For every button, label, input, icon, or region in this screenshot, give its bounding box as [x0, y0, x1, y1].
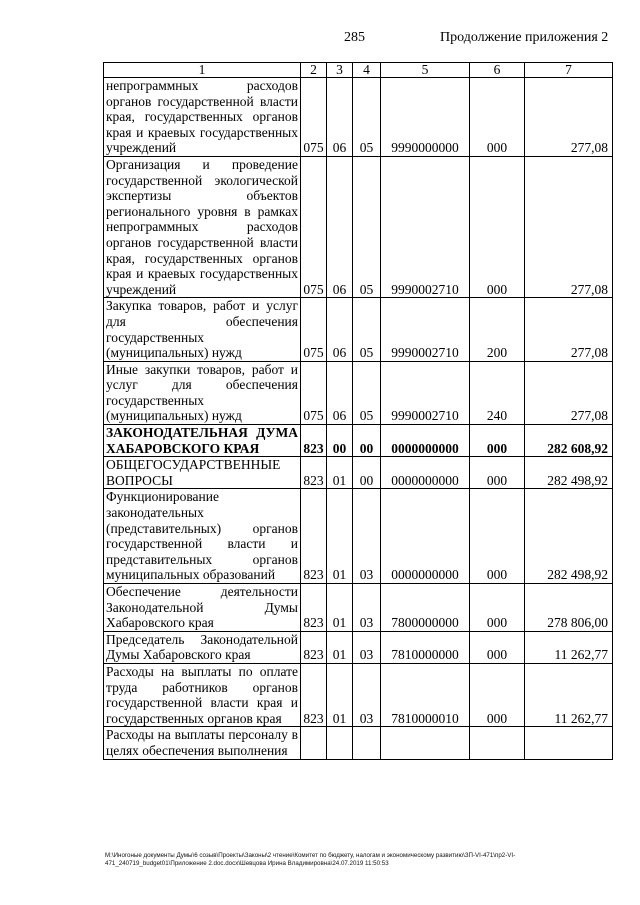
col-header: 5	[381, 63, 470, 78]
row-value-cell: 06	[327, 361, 353, 424]
row-value-cell	[353, 727, 381, 759]
file-path-footer: M:\Иногоные документы Думы\6 созыв\Проекты\Законы\2 чтение\Комитет по бюджету, налогам и экономическому развитию\ЗП-VI-471\пр2-VI-471_240719_budget01\Приложение 2.doc.docx\Шевцова Ирина Владимировна\24.07.2019 11:50:53	[105, 852, 516, 867]
col-header: 3	[327, 63, 353, 78]
row-value-cell: 01	[327, 663, 353, 726]
row-value-cell: 01	[327, 489, 353, 584]
row-value-cell: 03	[353, 489, 381, 584]
row-value-cell: 823	[301, 631, 327, 663]
table-row	[104, 489, 613, 584]
row-value-cell: 06	[327, 298, 353, 361]
row-name-cell: Функционирование законодательных (представительных) органов государственной власти и представительных органов муниципальных образований	[104, 489, 301, 584]
row-value-cell: 000	[470, 631, 525, 663]
row-value-cell: 01	[327, 457, 353, 489]
row-name-cell: Председатель Законодательной Думы Хабаровского края	[104, 631, 301, 663]
row-value-cell: 06	[327, 156, 353, 297]
row-value-cell: 823	[301, 425, 327, 457]
row-value-cell: 282 608,92	[525, 425, 613, 457]
row-value-cell: 240	[470, 361, 525, 424]
row-value-cell: 7810000010	[381, 663, 470, 726]
table-row	[104, 298, 613, 361]
row-value-cell	[470, 727, 525, 759]
row-value-cell: 277,08	[525, 78, 613, 157]
row-value-cell: 9990002710	[381, 156, 470, 297]
row-name-cell: Закупка товаров, работ и услуг для обеспечения государственных (муниципальных) нужд	[104, 298, 301, 361]
row-value-cell: 0000000000	[381, 457, 470, 489]
col-header: 4	[353, 63, 381, 78]
row-value-cell: 05	[353, 361, 381, 424]
row-value-cell: 000	[470, 457, 525, 489]
row-value-cell: 278 806,00	[525, 584, 613, 632]
row-value-cell: 11 262,77	[525, 663, 613, 726]
row-value-cell: 9990002710	[381, 298, 470, 361]
row-value-cell: 282 498,92	[525, 489, 613, 584]
row-value-cell: 000	[470, 156, 525, 297]
row-value-cell: 7800000000	[381, 584, 470, 632]
table-row	[104, 156, 613, 297]
row-value-cell: 01	[327, 584, 353, 632]
col-header: 2	[301, 63, 327, 78]
col-header: 1	[104, 63, 301, 78]
continuation-title: Продолжение приложения 2	[440, 30, 609, 45]
table-row	[104, 663, 613, 726]
row-value-cell: 0000000000	[381, 425, 470, 457]
table-row	[104, 425, 613, 457]
row-value-cell: 823	[301, 663, 327, 726]
row-value-cell: 000	[470, 425, 525, 457]
row-value-cell: 000	[470, 78, 525, 157]
page-number: 285	[344, 30, 365, 45]
row-name-cell: Иные закупки товаров, работ и услуг для обеспечения государственных (муниципальных) нужд	[104, 361, 301, 424]
row-value-cell	[381, 727, 470, 759]
row-value-cell: 05	[353, 78, 381, 157]
row-value-cell: 00	[327, 425, 353, 457]
row-name-cell: Организация и проведение государственной экологической экспертизы объектов регионального уровня в рамках непрограммных расходов органов государственной власти края, государственных органов края и краевых государственных учреждений	[104, 156, 301, 297]
row-value-cell: 03	[353, 584, 381, 632]
row-value-cell: 000	[470, 663, 525, 726]
row-value-cell: 075	[301, 361, 327, 424]
row-value-cell: 00	[353, 425, 381, 457]
row-value-cell: 7810000000	[381, 631, 470, 663]
row-value-cell: 0000000000	[381, 489, 470, 584]
table-header-row	[104, 63, 613, 78]
row-value-cell: 200	[470, 298, 525, 361]
table-row	[104, 727, 613, 759]
row-value-cell: 277,08	[525, 298, 613, 361]
row-value-cell: 075	[301, 78, 327, 157]
row-name-cell: Обеспечение деятельности Законодательной Думы Хабаровского края	[104, 584, 301, 632]
row-value-cell: 9990000000	[381, 78, 470, 157]
row-name-cell: ЗАКОНОДАТЕЛЬНАЯ ДУМА ХАБАРОВСКОГО КРАЯ	[104, 425, 301, 457]
col-header: 7	[525, 63, 613, 78]
table-row	[104, 361, 613, 424]
row-name-cell: непрограммных расходов органов государственной власти края, государственных органов края и краевых государственных учреждений	[104, 78, 301, 157]
row-value-cell	[301, 727, 327, 759]
row-value-cell	[327, 727, 353, 759]
row-value-cell: 03	[353, 631, 381, 663]
row-value-cell: 000	[470, 584, 525, 632]
row-value-cell: 277,08	[525, 156, 613, 297]
row-value-cell: 282 498,92	[525, 457, 613, 489]
table-row	[104, 457, 613, 489]
budget-table	[103, 62, 613, 760]
table-row	[104, 631, 613, 663]
row-value-cell: 277,08	[525, 361, 613, 424]
row-name-cell: ОБЩЕГОСУДАРСТВЕННЫЕ ВОПРОСЫ	[104, 457, 301, 489]
row-value-cell: 9990002710	[381, 361, 470, 424]
row-value-cell: 11 262,77	[525, 631, 613, 663]
row-value-cell: 05	[353, 298, 381, 361]
row-value-cell: 03	[353, 663, 381, 726]
col-header: 6	[470, 63, 525, 78]
row-name-cell: Расходы на выплаты по оплате труда работников органов государственной власти края и государственных органов края	[104, 663, 301, 726]
row-value-cell: 075	[301, 156, 327, 297]
row-value-cell: 05	[353, 156, 381, 297]
row-value-cell: 823	[301, 457, 327, 489]
row-value-cell: 00	[353, 457, 381, 489]
row-value-cell: 06	[327, 78, 353, 157]
row-value-cell: 823	[301, 489, 327, 584]
row-value-cell: 075	[301, 298, 327, 361]
row-value-cell: 823	[301, 584, 327, 632]
table-row	[104, 78, 613, 157]
row-value-cell: 000	[470, 489, 525, 584]
row-value-cell	[525, 727, 613, 759]
table-row	[104, 584, 613, 632]
row-name-cell: Расходы на выплаты персоналу в целях обеспечения выполнения	[104, 727, 301, 759]
row-value-cell: 01	[327, 631, 353, 663]
